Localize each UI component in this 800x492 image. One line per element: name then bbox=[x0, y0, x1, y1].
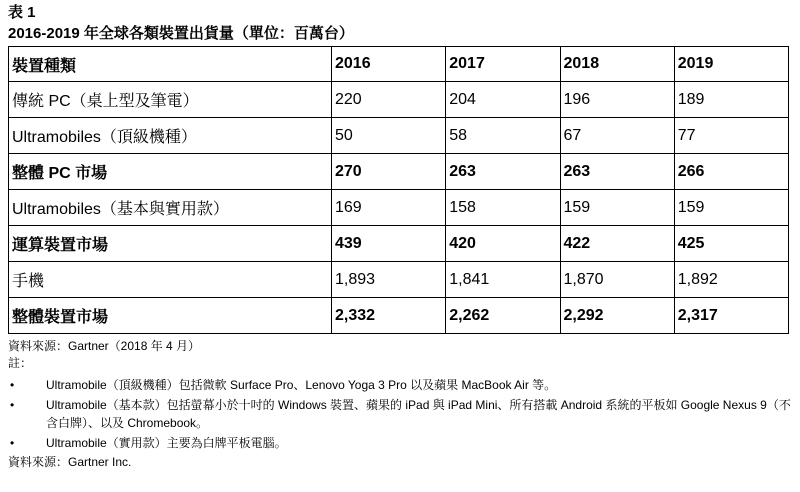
value-cell: 2,262 bbox=[446, 298, 560, 334]
device-type-cell: 手機 bbox=[9, 262, 332, 298]
table-row bbox=[9, 190, 789, 226]
device-type-cell: 傳統 PC（桌上型及筆電） bbox=[9, 82, 332, 118]
device-type-cell: 運算裝置市場 bbox=[9, 226, 332, 262]
value-cell: 263 bbox=[446, 154, 560, 190]
bullet-icon: • bbox=[10, 436, 15, 450]
value-cell: 1,870 bbox=[560, 262, 674, 298]
value-cell: 2,317 bbox=[674, 298, 788, 334]
value-cell: 220 bbox=[332, 82, 446, 118]
value-cell: 2019 bbox=[674, 47, 788, 82]
table-row bbox=[9, 298, 789, 334]
table-row bbox=[9, 118, 789, 154]
notes-list bbox=[8, 376, 792, 452]
device-type-cell: Ultramobiles（頂級機種） bbox=[9, 118, 332, 154]
device-type-cell: Ultramobiles（基本與實用款） bbox=[9, 190, 332, 226]
table-row bbox=[9, 262, 789, 298]
value-cell: 263 bbox=[560, 154, 674, 190]
value-cell: 439 bbox=[332, 226, 446, 262]
note-item bbox=[8, 434, 792, 452]
table-caption-title: 2016-2019 年全球各類裝置出貨量（單位：百萬台） bbox=[8, 25, 354, 42]
final-source: 資料來源：Gartner Inc. bbox=[8, 455, 132, 469]
document-page bbox=[8, 2, 792, 470]
value-cell: 67 bbox=[560, 118, 674, 154]
value-cell: 77 bbox=[674, 118, 788, 154]
device-type-cell: 整體 PC 市場 bbox=[9, 154, 332, 190]
value-cell: 425 bbox=[674, 226, 788, 262]
value-cell: 1,893 bbox=[332, 262, 446, 298]
table-source: 資料來源：Gartner（2018 年 4 月） bbox=[8, 339, 201, 353]
value-cell: 159 bbox=[560, 190, 674, 226]
value-cell: 189 bbox=[674, 82, 788, 118]
notes-label: 註： bbox=[8, 356, 33, 370]
table-row bbox=[9, 226, 789, 262]
shipment-table bbox=[8, 46, 789, 334]
value-cell: 420 bbox=[446, 226, 560, 262]
table-row bbox=[9, 82, 789, 118]
value-cell: 270 bbox=[332, 154, 446, 190]
note-text: Ultramobile（頂級機種）包括微軟 Surface Pro、Lenovo Yoga 3 Pro 以及蘋果 MacBook Air 等。 bbox=[46, 378, 557, 392]
bullet-icon: • bbox=[10, 378, 15, 392]
device-type-cell: 整體裝置市場 bbox=[9, 298, 332, 334]
value-cell: 204 bbox=[446, 82, 560, 118]
table-caption-label: 表 1 bbox=[8, 4, 36, 21]
value-cell: 50 bbox=[332, 118, 446, 154]
table-header-row bbox=[9, 47, 789, 82]
value-cell: 159 bbox=[674, 190, 788, 226]
value-cell: 266 bbox=[674, 154, 788, 190]
value-cell: 422 bbox=[560, 226, 674, 262]
note-text: Ultramobile（基本款）包括螢幕小於十吋的 Windows 裝置、蘋果的 iPad 與 iPad Mini、所有搭載 Android 系統的平板如 Google Nexus 9（不含白牌）、以及 Chromebook。 bbox=[46, 398, 791, 430]
value-cell: 196 bbox=[560, 82, 674, 118]
note-item bbox=[8, 396, 792, 432]
value-cell: 2016 bbox=[332, 47, 446, 82]
value-cell: 1,841 bbox=[446, 262, 560, 298]
bullet-icon: • bbox=[10, 398, 15, 412]
table-row bbox=[9, 154, 789, 190]
note-item bbox=[8, 376, 792, 394]
value-cell: 169 bbox=[332, 190, 446, 226]
device-type-cell: 裝置種類 bbox=[9, 47, 332, 82]
value-cell: 158 bbox=[446, 190, 560, 226]
value-cell: 2,292 bbox=[560, 298, 674, 334]
value-cell: 58 bbox=[446, 118, 560, 154]
value-cell: 1,892 bbox=[674, 262, 788, 298]
value-cell: 2018 bbox=[560, 47, 674, 82]
value-cell: 2,332 bbox=[332, 298, 446, 334]
note-text: Ultramobile（實用款）主要為白牌平板電腦。 bbox=[46, 436, 287, 450]
value-cell: 2017 bbox=[446, 47, 560, 82]
